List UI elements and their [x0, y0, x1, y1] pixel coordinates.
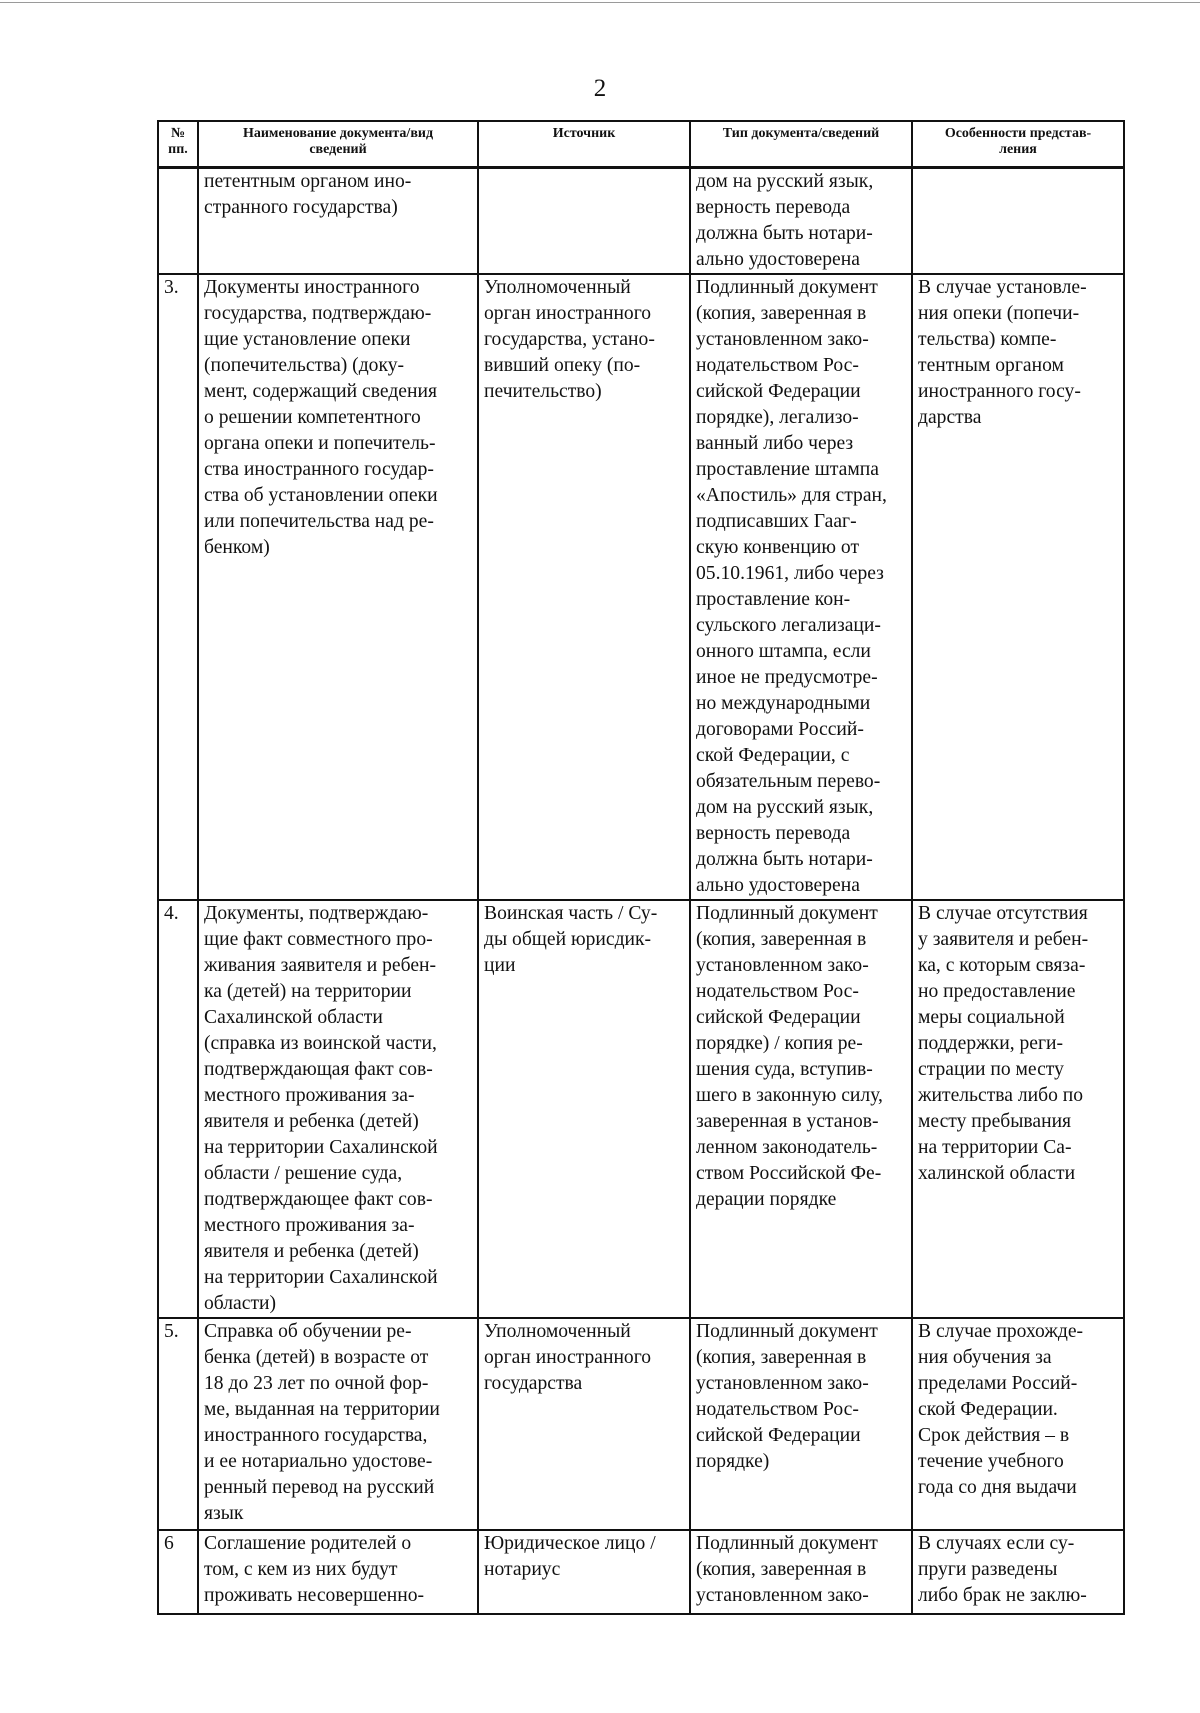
row-source: Юридическое лицо / нотариус [478, 1530, 690, 1614]
header-document-name: Наименование документа/вид сведений [198, 121, 478, 168]
table-row [158, 1318, 1124, 1530]
header-document-type: Тип документа/сведений [690, 121, 912, 168]
row-document-type: дом на русский язык, верность перевода должна быть нотари- ально удостоверена [690, 168, 912, 275]
row-document-type: Подлинный документ (копия, заверенная в установленном зако- нодательством Рос- сийской Федерации порядке) / копия ре- шения суда, вступив- шего в законную силу, заверенная в установ- ленном законодатель- ством Российской Фе- дерации порядке [690, 900, 912, 1318]
row-source [478, 168, 690, 275]
scan-edge-line [0, 2, 1200, 3]
table-row [158, 168, 1124, 275]
row-features: В случае отсутствия у заявителя и ребен- ка, с которым связа- но предоставление меры социальной поддержки, реги- страции по месту жительства либо по месту пребывания на территории Са- халинской области [912, 900, 1124, 1318]
row-source: Уполномоченный орган иностранного государства [478, 1318, 690, 1530]
row-number: 5. [158, 1318, 198, 1530]
row-number: 3. [158, 274, 198, 900]
table-row [158, 900, 1124, 1318]
header-source: Источник [478, 121, 690, 168]
row-document-name: Документы, подтверждаю- щие факт совместного про- живания заявителя и ребен- ка (детей) на территории Сахалинской области (справка из воинской части, подтверждающая факт сов- местного проживания за- явителя и ребенка (детей) на территории Сахалинской области / решение суда, подтверждающее факт сов- местного проживания за- явителя и ребенка (детей) на территории Сахалинской области) [198, 900, 478, 1318]
row-number: 6 [158, 1530, 198, 1614]
header-features: Особенности представ- ления [912, 121, 1124, 168]
row-document-type: Подлинный документ (копия, заверенная в установленном зако- [690, 1530, 912, 1614]
row-document-type: Подлинный документ (копия, заверенная в установленном зако- нодательством Рос- сийской Федерации порядке), легализо- ванный либо через проставление штампа «Апостиль» для стран, подписавших Гааг- скую конвенцию от 05.10.1961, либо через проставление кон- сульского легализаци- онного штампа, если иное не предусмотре- но международными договорами Россий- ской Федерации, с обязательным перево- дом на русский язык, верность перевода должна быть нотари- ально удостоверена [690, 274, 912, 900]
documents-table [157, 120, 1125, 1615]
page-number: 2 [593, 75, 607, 102]
row-source: Воинская часть / Су- ды общей юрисдик- ции [478, 900, 690, 1318]
row-document-name: Справка об обучении ре- бенка (детей) в возрасте от 18 до 23 лет по очной фор- ме, выданная на территории иностранного государства, и ее нотариально удостове- ренный перевод на русский язык [198, 1318, 478, 1530]
row-features: В случае прохожде- ния обучения за пределами Россий- ской Федерации. Срок действия – в течение учебного года со дня выдачи [912, 1318, 1124, 1530]
row-features: В случае установле- ния опеки (попечи- тельства) компе- тентным органом иностранного госу- дарства [912, 274, 1124, 900]
header-num: № пп. [158, 121, 198, 168]
table-row [158, 274, 1124, 900]
row-document-type: Подлинный документ (копия, заверенная в установленном зако- нодательством Рос- сийской Федерации порядке) [690, 1318, 912, 1530]
table-header [158, 121, 1124, 168]
row-features [912, 168, 1124, 275]
table-row [158, 1530, 1124, 1614]
row-number [158, 168, 198, 275]
row-features: В случаях если су- пруги разведены либо брак не заклю- [912, 1530, 1124, 1614]
row-document-name: петентным органом ино- странного государства) [198, 168, 478, 275]
row-number: 4. [158, 900, 198, 1318]
header-row [158, 121, 1124, 168]
row-source: Уполномоченный орган иностранного государства, устано- вивший опеку (по- печительство) [478, 274, 690, 900]
row-document-name: Соглашение родителей о том, с кем из них будут проживать несовершенно- [198, 1530, 478, 1614]
row-document-name: Документы иностранного государства, подтверждаю- щие установление опеки (попечительства) (доку- мент, содержащий сведения о решении компетентного органа опеки и попечитель- ства иностранного государ- ства об установлении опеки или попечительства над ре- бенком) [198, 274, 478, 900]
